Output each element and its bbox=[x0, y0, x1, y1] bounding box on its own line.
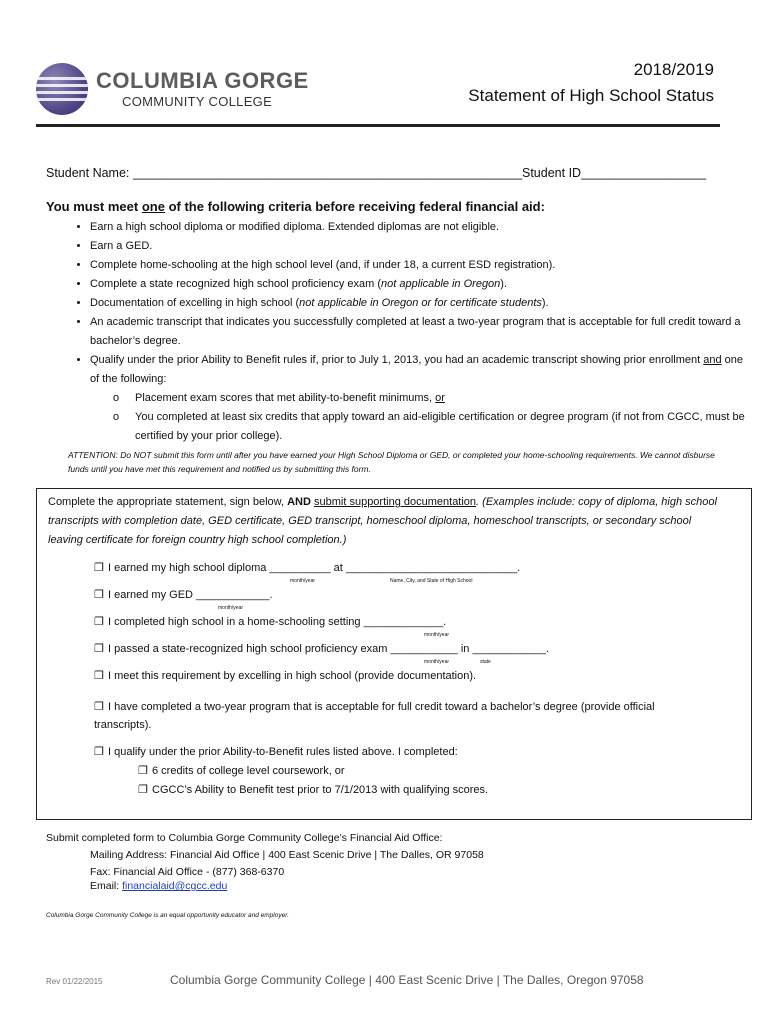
statement-instructions: Complete the appropriate statement, sign below, AND submit supporting documentation. (Examples include: copy of diploma, high school transcripts with completion date, GED certificate, GED transcript, homeschool diploma, homeschool transcripts, or secondary school leaving certificate for foreign country high school completion.) bbox=[48, 496, 717, 546]
submit-intro: Submit completed form to Columbia Gorge Community College’s Financial Aid Office: bbox=[46, 832, 443, 844]
academic-year: 2018/2019 bbox=[633, 60, 714, 79]
ged-date-hint: month/year bbox=[218, 605, 244, 611]
option-diploma[interactable]: ❐ I earned my high school diploma __________ at ____________________________. bbox=[94, 562, 521, 574]
diploma-school-hint: Name, City, and State of High School bbox=[390, 578, 473, 584]
checkbox-icon[interactable]: ❐ bbox=[94, 589, 104, 601]
logo-name: COLUMBIA GORGE bbox=[96, 68, 309, 93]
footer-address: Columbia Gorge Community College | 400 East Scenic Drive | The Dalles, Oregon 97058 bbox=[170, 973, 644, 987]
list-item: • Complete home-schooling at the high school level (and, if under 18, a current ESD registration). bbox=[90, 256, 750, 275]
equal-opportunity-statement: Columbia Gorge Community College is an equal opportunity educator and employer. bbox=[46, 912, 289, 919]
checkbox-icon[interactable]: ❐ bbox=[138, 765, 148, 777]
student-name-field[interactable]: Student Name: ________________________________________________________ bbox=[46, 166, 523, 180]
option-ged[interactable]: ❐ I earned my GED ____________. bbox=[94, 589, 273, 601]
option-proficiency-exam[interactable]: ❐ I passed a state-recognized high school proficiency exam ___________ in ____________. bbox=[94, 643, 549, 655]
checkbox-icon[interactable]: ❐ bbox=[94, 701, 104, 713]
list-item: • Documentation of excelling in high school (not applicable in Oregon or for certificate students). bbox=[90, 294, 750, 313]
atb-option-credits[interactable]: ❐ 6 credits of college level coursework, or bbox=[138, 765, 345, 777]
fax-number: Fax: Financial Aid Office - (877) 368-6370 bbox=[90, 866, 285, 878]
email-line: Email: financialaid@cgcc.edu bbox=[90, 880, 228, 892]
sub-criteria-list bbox=[90, 389, 750, 446]
list-item: • Qualify under the prior Ability to Benefit rules if, prior to July 1, 2013, you had an academic transcript showing prior enrollment and one of the following: o Placement exam scores that met ability-to-benefit minimums, or o You completed at least six credits that apply toward an aid-eligible certification or degree program (if not from CGCC, must be certified by your prior college). bbox=[90, 351, 750, 446]
email-link[interactable]: financialaid@cgcc.edu bbox=[122, 880, 228, 892]
list-item: o Placement exam scores that met ability-to-benefit minimums, or bbox=[135, 389, 750, 408]
checkbox-icon[interactable]: ❐ bbox=[94, 746, 104, 758]
list-item: • Earn a high school diploma or modified diploma. Extended diplomas are not eligible. bbox=[90, 218, 750, 237]
header-divider bbox=[36, 124, 720, 127]
criteria-list bbox=[48, 218, 750, 446]
page-title: Statement of High School Status bbox=[468, 86, 714, 105]
list-item: • An academic transcript that indicates you successfully completed at least a two-year program that is acceptable for full credit toward a bachelor’s degree. bbox=[90, 313, 750, 351]
list-item: • Earn a GED. bbox=[90, 237, 750, 256]
checkbox-icon[interactable]: ❐ bbox=[94, 562, 104, 574]
list-item: • Complete a state recognized high school proficiency exam (not applicable in Oregon). bbox=[90, 275, 750, 294]
option-excelling[interactable]: ❐ I meet this requirement by excelling in high school (provide documentation). bbox=[94, 670, 477, 682]
checkbox-icon[interactable]: ❐ bbox=[94, 643, 104, 655]
logo-subtitle: COMMUNITY COLLEGE bbox=[122, 94, 273, 109]
option-homeschool[interactable]: ❐ I completed high school in a home-schooling setting _____________. bbox=[94, 616, 447, 628]
mailing-address: Mailing Address: Financial Aid Office | 400 East Scenic Drive | The Dalles, OR 97058 bbox=[90, 849, 484, 861]
option-two-year-program[interactable]: ❐ I have completed a two-year program that is acceptable for full credit toward a bachelor’s degree (provide official transcripts). bbox=[94, 698, 706, 734]
checkbox-icon[interactable]: ❐ bbox=[94, 616, 104, 628]
checkbox-icon[interactable]: ❐ bbox=[138, 784, 148, 796]
diploma-date-hint: month/year bbox=[290, 578, 316, 584]
attention-note: ATTENTION: Do NOT submit this form until after you have earned your High School Diploma or GED, or completed your home-schooling requirements. We cannot disburse funds until you have met this requirement and notified us by submitting this form. bbox=[68, 450, 715, 474]
college-logo-icon bbox=[36, 63, 88, 115]
exam-date-hint: month/year bbox=[424, 659, 450, 665]
revision-date: Rev 01/22/2015 bbox=[46, 977, 103, 986]
list-item: o You completed at least six credits that apply toward an aid-eligible certification or degree program (if not from CGCC, must be certified by your prior college). bbox=[135, 408, 750, 446]
student-id-field[interactable]: Student ID__________________ bbox=[522, 166, 707, 180]
criteria-heading: You must meet one of the following criteria before receiving federal financial aid: bbox=[46, 199, 545, 214]
checkbox-icon[interactable]: ❐ bbox=[94, 670, 104, 682]
atb-option-test[interactable]: ❐ CGCC’s Ability to Benefit test prior to 7/1/2013 with qualifying scores. bbox=[138, 784, 489, 796]
homeschool-date-hint: month/year bbox=[424, 632, 450, 638]
option-ability-to-benefit[interactable]: ❐ I qualify under the prior Ability-to-Benefit rules listed above. I completed: bbox=[94, 746, 458, 758]
exam-state-hint: state bbox=[480, 659, 491, 665]
